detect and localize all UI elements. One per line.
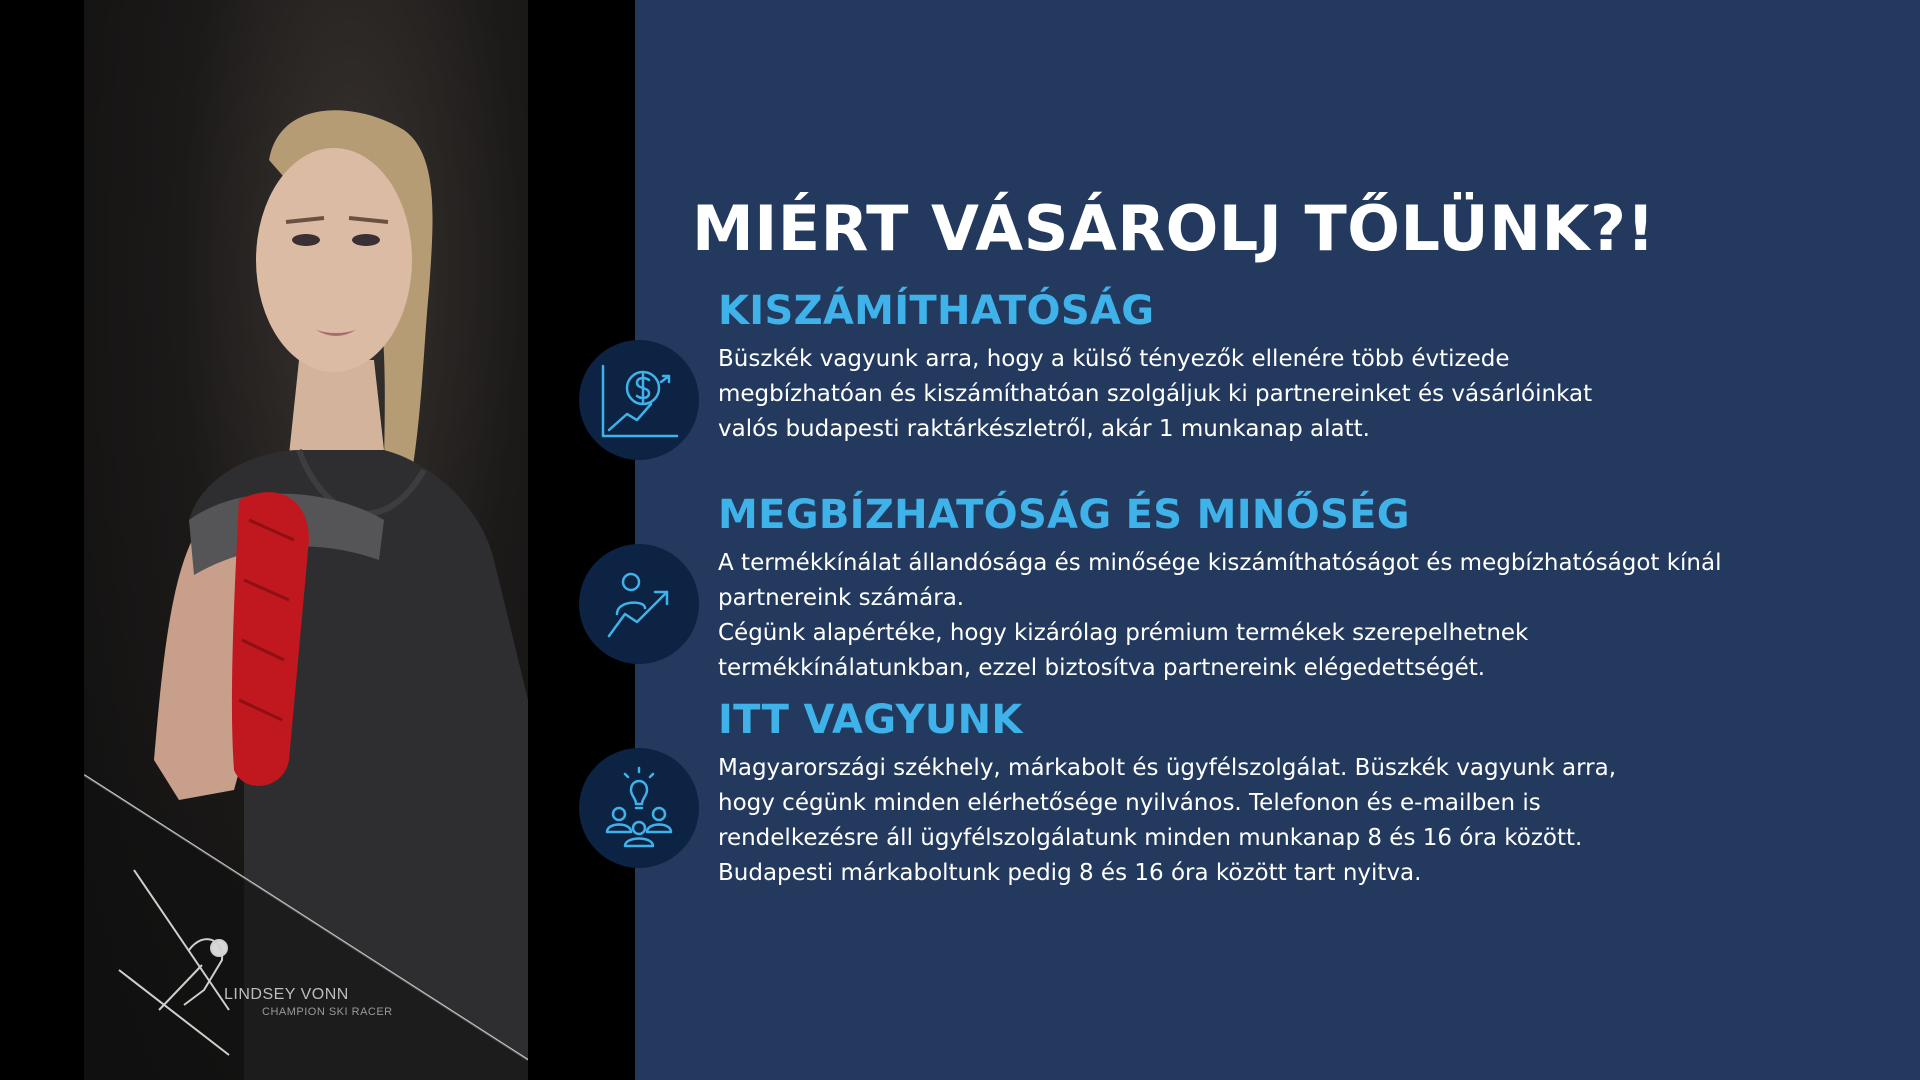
- text-line: termékkínálatunkban, ezzel biztosítva partnereink elégedettségét.: [718, 655, 1486, 681]
- section-heading: KISZÁMÍTHATÓSÁG: [718, 288, 1155, 334]
- athlete-name: LINDSEY VONN: [224, 986, 349, 1003]
- text-line: rendelkezésre áll ügyfélszolgálatunk minden munkanap 8 és 16 óra között.: [718, 825, 1583, 851]
- text-line: hogy cégünk minden elérhetősége nyilvános. Telefonon és e-mailben is: [718, 790, 1541, 816]
- section-text: [718, 546, 1878, 686]
- text-line: Büszkék vagyunk arra, hogy a külső tényezők ellenére több évtizede: [718, 346, 1510, 372]
- text-line: valós budapesti raktárkészletről, akár 1 munkanap alatt.: [718, 416, 1370, 442]
- team-idea-lightbulb-icon: [579, 748, 699, 868]
- text-line: Magyarországi székhely, márkabolt és ügyfélszolgálat. Büszkék vagyunk arra,: [718, 755, 1617, 781]
- athlete-photo: [84, 0, 528, 1080]
- section-megbizhatosag: [718, 492, 1878, 686]
- section-text: [718, 751, 1878, 891]
- text-line: Cégünk alapértéke, hogy kizárólag prémium termékek szerepelhetnek: [718, 620, 1529, 646]
- text-line: partnereink számára.: [718, 585, 965, 611]
- dollar-growth-chart-icon: [579, 340, 699, 460]
- section-heading: MEGBÍZHATÓSÁG ÉS MINŐSÉG: [718, 492, 1410, 538]
- section-itt-vagyunk: [718, 697, 1878, 891]
- page-title: MIÉRT VÁSÁROLJ TŐLÜNK?!: [692, 192, 1656, 265]
- person-growth-arrow-icon: [579, 544, 699, 664]
- section-heading: ITT VAGYUNK: [718, 697, 1023, 743]
- section-kiszamithatosag: [718, 288, 1878, 447]
- section-text: [718, 342, 1878, 447]
- athlete-role: CHAMPION SKI RACER: [262, 1006, 393, 1018]
- text-line: Budapesti márkaboltunk pedig 8 és 16 óra között tart nyitva.: [718, 860, 1422, 886]
- text-line: A termékkínálat állandósága és minősége kiszámíthatóságot és megbízhatóságot kínál: [718, 550, 1722, 576]
- text-line: megbízhatóan és kiszámíthatóan szolgáljuk ki partnereinket és vásárlóinkat: [718, 381, 1593, 407]
